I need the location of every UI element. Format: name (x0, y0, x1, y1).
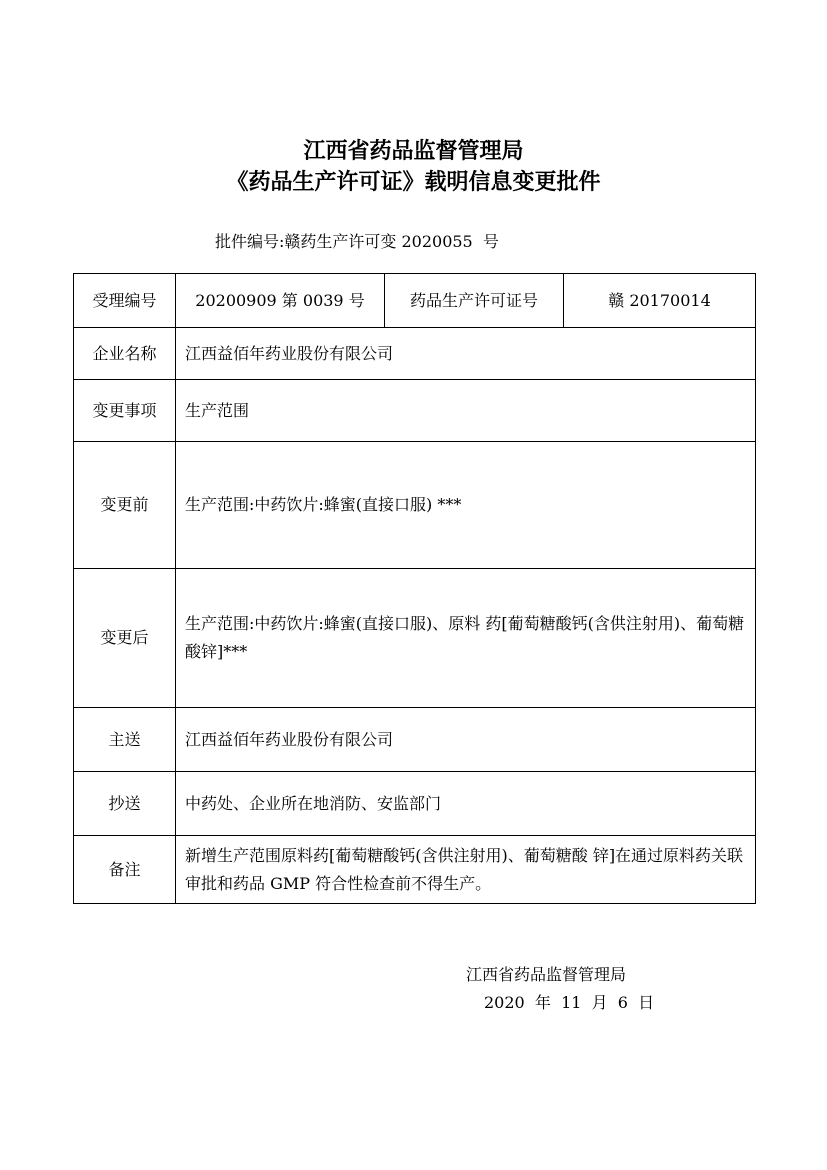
issue-date: 2020 年 11 月 6 日 (484, 993, 655, 1012)
remark-label: 备注 (74, 836, 176, 904)
table-row-main-send (74, 708, 756, 772)
company-label: 企业名称 (74, 328, 176, 380)
table-row-remark (74, 836, 756, 904)
table-row-after (74, 569, 756, 708)
before-value: 生产范围:中药饮片:蜂蜜(直接口服) *** (176, 442, 756, 569)
document-title-line1: 江西省药品监督管理局 (303, 138, 524, 164)
accept-no-value: 20200909 第 0039 号 (176, 274, 385, 328)
remark-value: 新增生产范围原料药[葡萄糖酸钙(含供注射用)、葡萄糖酸 锌]在通过原料药关联审批和药品 GMP 符合性检查前不得生产。 (176, 836, 756, 904)
change-item-value: 生产范围 (176, 380, 756, 442)
document-title-line2: 《药品生产许可证》载明信息变更批件 (226, 169, 601, 195)
cc-label: 抄送 (74, 772, 176, 836)
change-item-label: 变更事项 (74, 380, 176, 442)
accept-no-label: 受理编号 (74, 274, 176, 328)
main-send-label: 主送 (74, 708, 176, 772)
license-no-value: 赣 20170014 (564, 274, 756, 328)
change-approval-table (73, 273, 756, 904)
after-label: 变更后 (74, 569, 176, 708)
main-send-value: 江西益佰年药业股份有限公司 (176, 708, 756, 772)
after-value: 生产范围:中药饮片:蜂蜜(直接口服)、原料 药[葡萄糖酸钙(含供注射用)、葡萄糖酸锌]*** (176, 569, 756, 708)
before-label: 变更前 (74, 442, 176, 569)
table-row-change-item (74, 380, 756, 442)
table-row-cc (74, 772, 756, 836)
approval-number: 批件编号:赣药生产许可变 2020055 号 (215, 232, 499, 251)
table-row-before (74, 442, 756, 569)
table-row-company (74, 328, 756, 380)
table-row-accept (74, 274, 756, 328)
cc-value: 中药处、企业所在地消防、安监部门 (176, 772, 756, 836)
license-no-label: 药品生产许可证号 (385, 274, 564, 328)
issuing-organization: 江西省药品监督管理局 (466, 965, 627, 984)
company-value: 江西益佰年药业股份有限公司 (176, 328, 756, 380)
